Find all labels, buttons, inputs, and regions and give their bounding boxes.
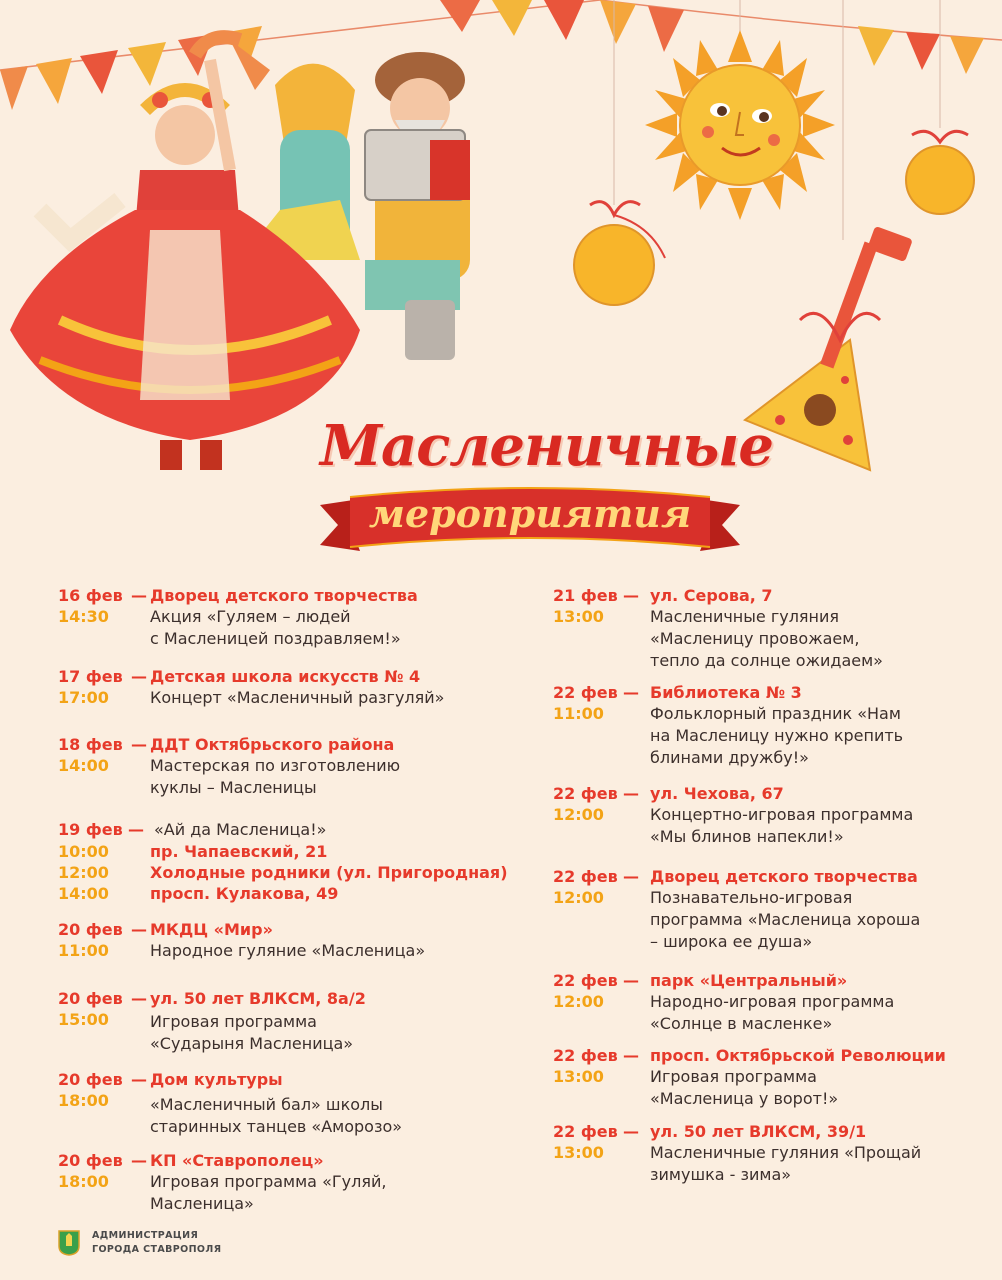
event-desc: «Масленица у ворот!» (650, 1089, 839, 1108)
event-desc: Познавательно-игровая (650, 888, 853, 907)
event-place: Дворец детского творчества (650, 867, 918, 886)
event-desc: старинных танцев «Аморозо» (150, 1117, 403, 1136)
event-place: ул. Чехова, 67 (650, 784, 784, 803)
event-desc: с Масленицей поздравляем!» (150, 629, 401, 648)
event-date: 20 фев (58, 1070, 123, 1089)
event-desc: Фольклорный праздник «Нам (650, 704, 901, 723)
event-place: просп. Кулакова, 49 (150, 884, 339, 903)
event-desc: «Солнце в масленке» (650, 1014, 833, 1033)
event-date: 22 фев (553, 867, 618, 886)
event-desc: Народно-игровая программа (650, 992, 895, 1011)
event-place: Библиотека № 3 (650, 683, 802, 702)
event-time: 11:00 (58, 941, 109, 960)
ornament-ball-icon (906, 131, 974, 214)
event-place: Дом культуры (150, 1070, 283, 1089)
event-time: 18:00 (58, 1172, 109, 1191)
event-time: 13:00 (553, 1067, 604, 1086)
event-time: 12:00 (58, 863, 109, 882)
sun-icon (645, 30, 835, 220)
event-date: 16 фев (58, 586, 123, 605)
event-date: 22 фев (553, 971, 618, 990)
event-time: 14:00 (58, 884, 109, 903)
ornament-ball-icon (574, 202, 665, 305)
event-time: 12:00 (553, 888, 604, 907)
event-place: просп. Октябрьской Революции (650, 1046, 946, 1065)
event-desc: Игровая программа «Гуляй, (150, 1172, 387, 1191)
event-desc: «Масленичный бал» школы (150, 1095, 383, 1114)
city-emblem-icon (58, 1230, 80, 1256)
event-desc: Народное гуляние «Масленица» (150, 941, 426, 960)
event-desc: программа «Масленица хороша (650, 910, 921, 929)
event-date: 22 фев (553, 784, 618, 803)
title-line-1: Масленичные (320, 413, 773, 479)
event-time: 11:00 (553, 704, 604, 723)
event-desc: «Сударыня Масленица» (150, 1034, 354, 1053)
event-time: 13:00 (553, 1143, 604, 1162)
footer-line-2: ГОРОДА СТАВРОПОЛЯ (92, 1244, 222, 1255)
event-date: 18 фев (58, 735, 123, 754)
event-place: Детская школа искусств № 4 (150, 667, 421, 686)
event-desc: Масленичные гуляния (650, 607, 840, 626)
event-time: 12:00 (553, 805, 604, 824)
title-line-2: мероприятия (368, 491, 692, 536)
event-desc: Концертно-игровая программа (650, 805, 914, 824)
event-date: 22 фев (553, 683, 618, 702)
event-time: 14:30 (58, 607, 109, 626)
event-place: парк «Центральный» (650, 971, 848, 990)
event-place: ул. Серова, 7 (650, 586, 773, 605)
event-desc: блинами дружбу!» (650, 748, 809, 767)
footer-line-1: АДМИНИСТРАЦИЯ (92, 1230, 199, 1241)
event-time: 15:00 (58, 1010, 109, 1029)
event-desc: – широка ее душа» (650, 932, 813, 951)
event-desc: Концерт «Масленичный разгуляй» (150, 688, 445, 707)
event-time: 17:00 (58, 688, 109, 707)
event-desc: тепло да солнце ожидаем» (650, 651, 883, 670)
event-place: ДДТ Октябрьского района (150, 735, 395, 754)
event-place: МКДЦ «Мир» (150, 920, 273, 939)
event-place: КП «Ставрополец» (150, 1151, 324, 1170)
event-place: Холодные родники (ул. Пригородная) (150, 863, 508, 882)
event-date: 21 фев (553, 586, 618, 605)
event-time: 12:00 (553, 992, 604, 1011)
event-date: 20 фев (58, 1151, 123, 1170)
event-place: пр. Чапаевский, 21 (150, 842, 328, 861)
event-time: 18:00 (58, 1091, 109, 1110)
event-desc: Игровая программа (650, 1067, 817, 1086)
event-time: 13:00 (553, 607, 604, 626)
event-desc: на Масленицу нужно крепить (650, 726, 904, 745)
event-date: 20 фев (58, 989, 123, 1008)
event-date: 22 фев (553, 1046, 618, 1065)
event-desc: Акция «Гуляем – людей (150, 607, 351, 626)
event-time: 10:00 (58, 842, 109, 861)
event-desc: Масленичные гуляния «Прощай (650, 1143, 922, 1162)
event-desc: зимушка - зима» (650, 1165, 792, 1184)
event-desc: Мастерская по изготовлению (150, 756, 401, 775)
event-desc: Масленица» (150, 1194, 254, 1213)
event-place: ул. 50 лет ВЛКСМ, 8а/2 (150, 989, 366, 1008)
event-date: 19 фев (58, 820, 123, 839)
event-desc: Игровая программа (150, 1012, 317, 1031)
event-date: 17 фев (58, 667, 123, 686)
event-date: 22 фев (553, 1122, 618, 1141)
event-headline: «Ай да Масленица!» (154, 820, 327, 839)
event-desc: «Масленицу провожаем, (650, 629, 860, 648)
event-place: ул. 50 лет ВЛКСМ, 39/1 (650, 1122, 867, 1141)
event-desc: куклы – Масленицы (150, 778, 317, 797)
event-place: Дворец детского творчества (150, 586, 418, 605)
page-title (320, 405, 773, 575)
event-time: 14:00 (58, 756, 109, 775)
bunting-flags (0, 0, 1002, 110)
event-desc: «Мы блинов напекли!» (650, 827, 844, 846)
event-date: 20 фев (58, 920, 123, 939)
